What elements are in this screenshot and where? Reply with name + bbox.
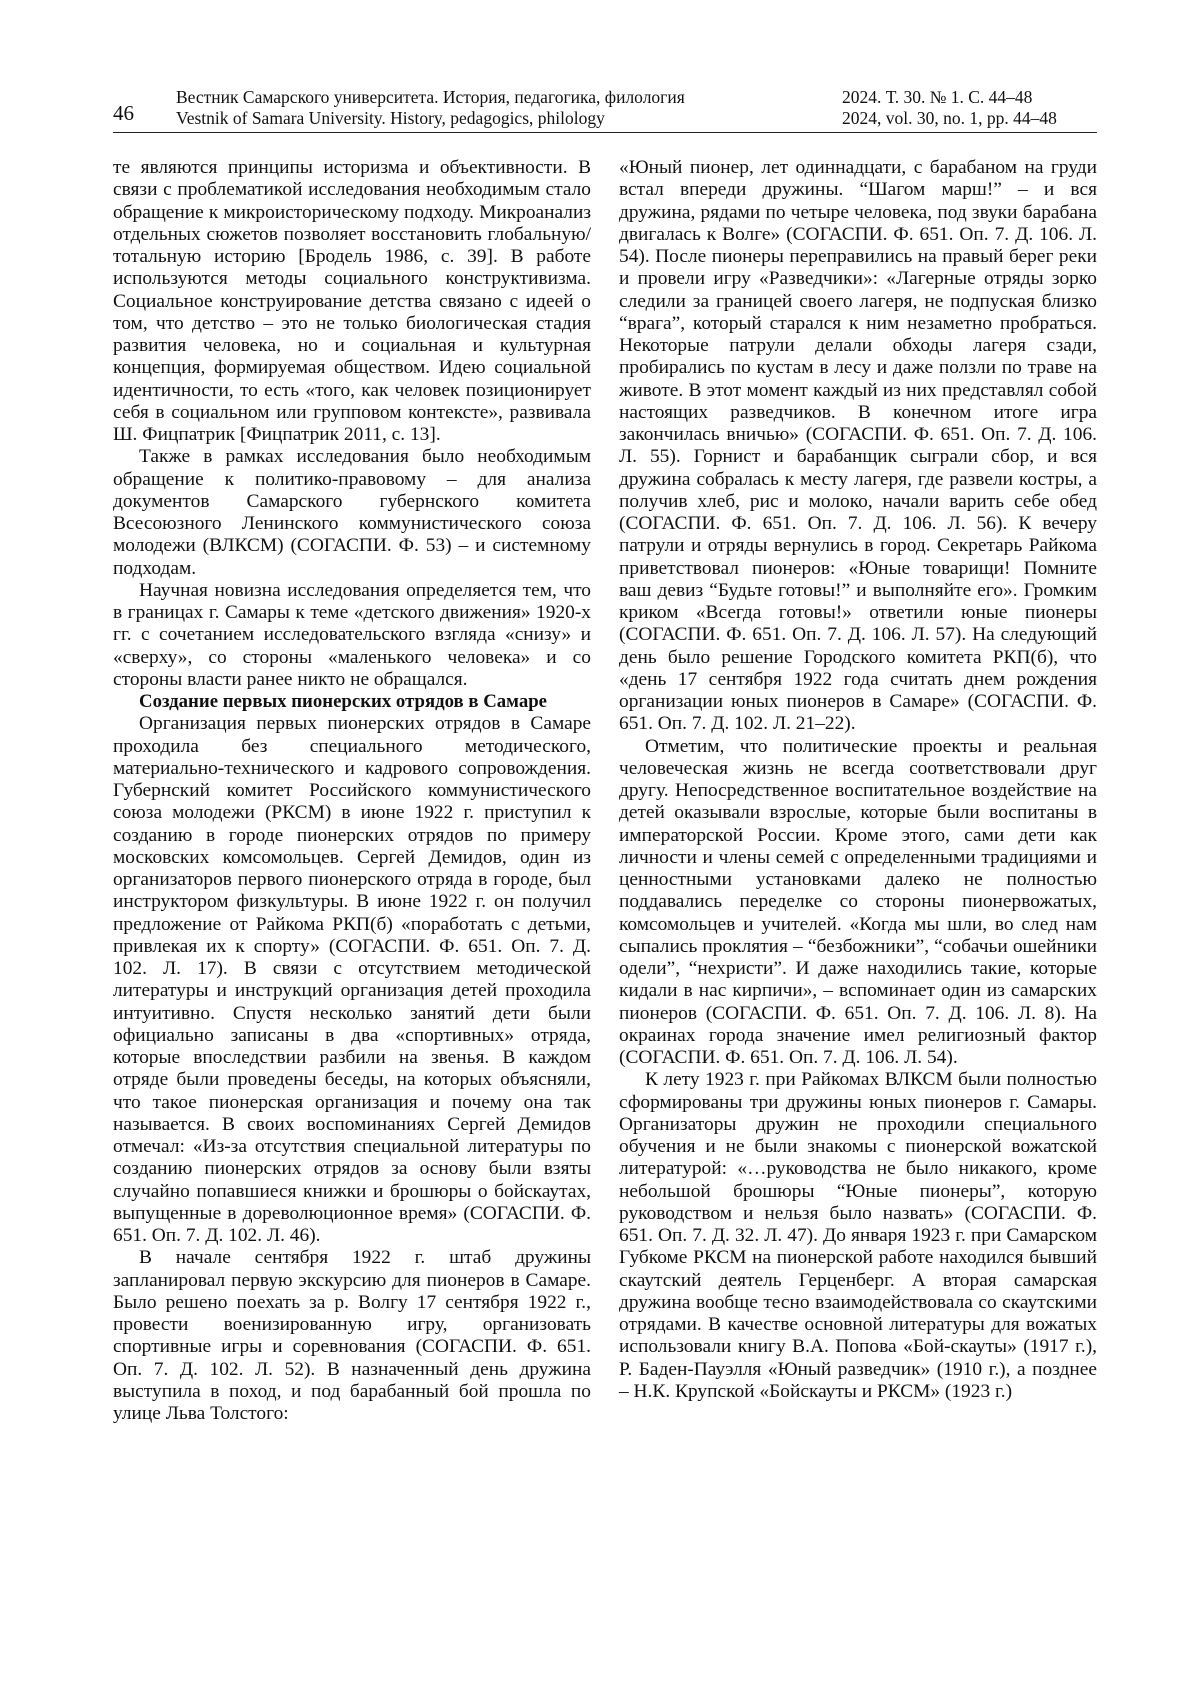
paragraph: В начале сентября 1922 г. штаб дружины запланировал первую экскурсию для пионеров в Самаре. Было решено поехать за р. Волгу 17 сентября 1922 г., провести военизированную игру, организовать спортивные игры и соревнования (СОГАСПИ. Ф. 651. Оп. 7. Д. 102. Л. 52). В назначенный день дружина выступила в поход, и под барабанный бой прошла по улице Льва Толстого: [113,1247,591,1424]
journal-title [176,87,685,129]
left-column [113,157,591,1425]
paragraph: Научная новизна исследования определяется тем, что в границах г. Самары к теме «детского движения» 1920-х гг. с сочетанием исследовательского взгляда «снизу» и «сверху», со стороны «маленького человека» и со стороны власти ранее никто не обращался. [113,579,591,690]
paragraph: «Юный пионер, лет одиннадцати, с барабаном на груди встал впереди дружины. “Шагом марш!” – и вся дружина, рядами по четыре человека, под звуки барабана двигалась к Волге» (СОГАСПИ. Ф. 651. Оп. 7. Д. 106. Л. 54). После пионеры переправились на правый берег реки и провели игру «Разведчики»: «Лагерные отряды зорко следили за границей своего лагеря, не подпуская близко “врага”, который старался к ним незаметно пробраться. Некоторые патрули делали обходы лагеря сзади, пробирались по кустам в лесу и даже ползли по траве на животе. В этот момент каждый из них представлял собой настоящих разведчиков. В конечном итоге игра закончилась вничью» (СОГАСПИ. Ф. 651. Оп. 7. Д. 106. Л. 55). Горнист и барабанщик сыграли сбор, и вся дружина собралась к месту лагеря, где развели костры, а получив хлеб, рис и молоко, начали варить себе обед (СОГАСПИ. Ф. 651. Оп. 7. Д. 106. Л. 56). К вечеру патрули и отряды вернулись в город. Секретарь Райкома приветствовал пионеров: «Юные товарищи! Помните ваш девиз “Будьте готовы!” и выполняйте его». Громким криком «Всегда готовы!» ответили юные пионеры (СОГАСПИ. Ф. 651. Оп. 7. Д. 106. Л. 57). На следующий день было решение Городского комитета РКП(б), что «день 17 сентября 1922 года считать днем рождения организации юных пионеров в Самаре» (СОГАСПИ. Ф. 651. Оп. 7. Д. 102. Л. 21–22). [619,157,1097,735]
issue-info-en: 2024, vol. 30, no. 1, pp. 44–48 [842,108,1057,128]
right-column [619,157,1097,1403]
issue-info-ru: 2024. Т. 30. № 1. С. 44–48 [842,87,1033,107]
paragraph: Организация первых пионерских отрядов в Самаре проходила без специального методического, материально-технического и кадрового сопровождения. Губернский комитет Российского коммунистического союза молодежи (РКСМ) в июне 1922 г. приступил к созданию в городе пионерских отрядов по примеру московских комсомольцев. Сергей Демидов, один из организаторов первого пионерского отряда в городе, был инструктором физкультуры. В июне 1922 г. он получил предложение от Райкома РКП(б) «поработать с детьми, привлекая их к спорту» (СОГАСПИ. Ф. 651. Оп. 7. Д. 102. Л. 17). В связи с отсутствием методической литературы и инструкций организация детей проходила интуитивно. Спустя несколько занятий дети были официально записаны в два «спортивных» отряда, которые впоследствии разбили на звенья. В каждом отряде были проведены беседы, на которых объясняли, что такое пионерская организация и почему она так называется. В своих воспоминаниях Сергей Демидов отмечал: «Из-за отсутствия специальной литературы по созданию пионерских отрядов за основу были взяты случайно попавшиеся книжки и брошюры о бойскаутах, выпущенные в дореволюционное время» (СОГАСПИ. Ф. 651. Оп. 7. Д. 102. Л. 46). [113,713,591,1246]
paragraph: Отметим, что политические проекты и реальная человеческая жизнь не всегда соответствовали друг другу. Непосредственное воспитательное воздействие на детей оказывали взрослые, которые были воспитаны в императорской России. Кроме этого, сами дети как личности и члены семей с определенными традициями и ценностными установками далеко не полностью поддавались переделке со стороны пионервожатых, комсомольцев и учителей. «Когда мы шли, во след нам сыпались проклятия – “безбожники”, “собачьи ошейники одели”, “нехристи”. И даже находились такие, которые кидали в нас кирпичи», – вспоминает один из самарских пионеров (СОГАСПИ. Ф. 651. Оп. 7. Д. 106. Л. 8). На окраинах города значение имел религиозный фактор (СОГАСПИ. Ф. 651. Оп. 7. Д. 106. Л. 54). [619,735,1097,1068]
paragraph: те являются принципы историзма и объективности. В связи с проблематикой исследования необходимым стало обращение к микроисторическому подходу. Микроанализ отдельных сюжетов позволяет восстановить глобальную/тотальную историю [Бродель 1986, с. 39]. В работе используются методы социального конструктивизма. Социальное конструирование детства связано с идеей о том, что детство – это не только биологическая стадия развития человека, но и социальная и культурная концепция, формируемая обществом. Идею социальной идентичности, то есть «того, как человек позиционирует себя в социальном или групповом контексте», развивала Ш. Фицпатрик [Фицпатрик 2011, с. 13]. [113,157,591,445]
paragraph: Также в рамках исследования было необходимым обращение к политико-правовому – для анализа документов Самарского губернского комитета Всесоюзного Ленинского коммунистического союза молодежи (ВЛКСМ) (СОГАСПИ. Ф. 53) – и системному подходам. [113,446,591,579]
journal-title-ru: Вестник Самарского университета. История, педагогика, филология [176,87,685,107]
issue-info [842,87,1057,129]
journal-title-en: Vestnik of Samara University. History, pedagogics, philology [176,108,605,128]
paragraph: К лету 1923 г. при Райкомах ВЛКСМ были полностью сформированы три дружины юных пионеров г. Самары. Организаторы дружин не проходили специального обучения и не были знакомы с пионерской вожатской литературой: «…руководства не было никакого, кроме небольшой брошюры “Юные пионеры”, которую руководством и нельзя было назвать» (СОГАСПИ. Ф. 651. Оп. 7. Д. 32. Л. 47). До января 1923 г. при Самарском Губкоме РКСМ на пионерской работе находился бывший скаутский деятель Герценберг. А вторая самарская дружина вообще тесно взаимодействовала со скаутскими отрядами. В качестве основной литературы для вожатых использовали книгу В.А. Попова «Бой-скауты» (1917 г.), Р. Баден-Пауэлля «Юный разведчик» (1910 г.), а позднее – Н.К. Крупской «Бойскауты и РКСМ» (1923 г.) [619,1069,1097,1402]
section-heading: Создание первых пионерских отрядов в Самаре [139,691,548,712]
page-number: 46 [113,101,134,125]
running-header [113,86,1097,133]
